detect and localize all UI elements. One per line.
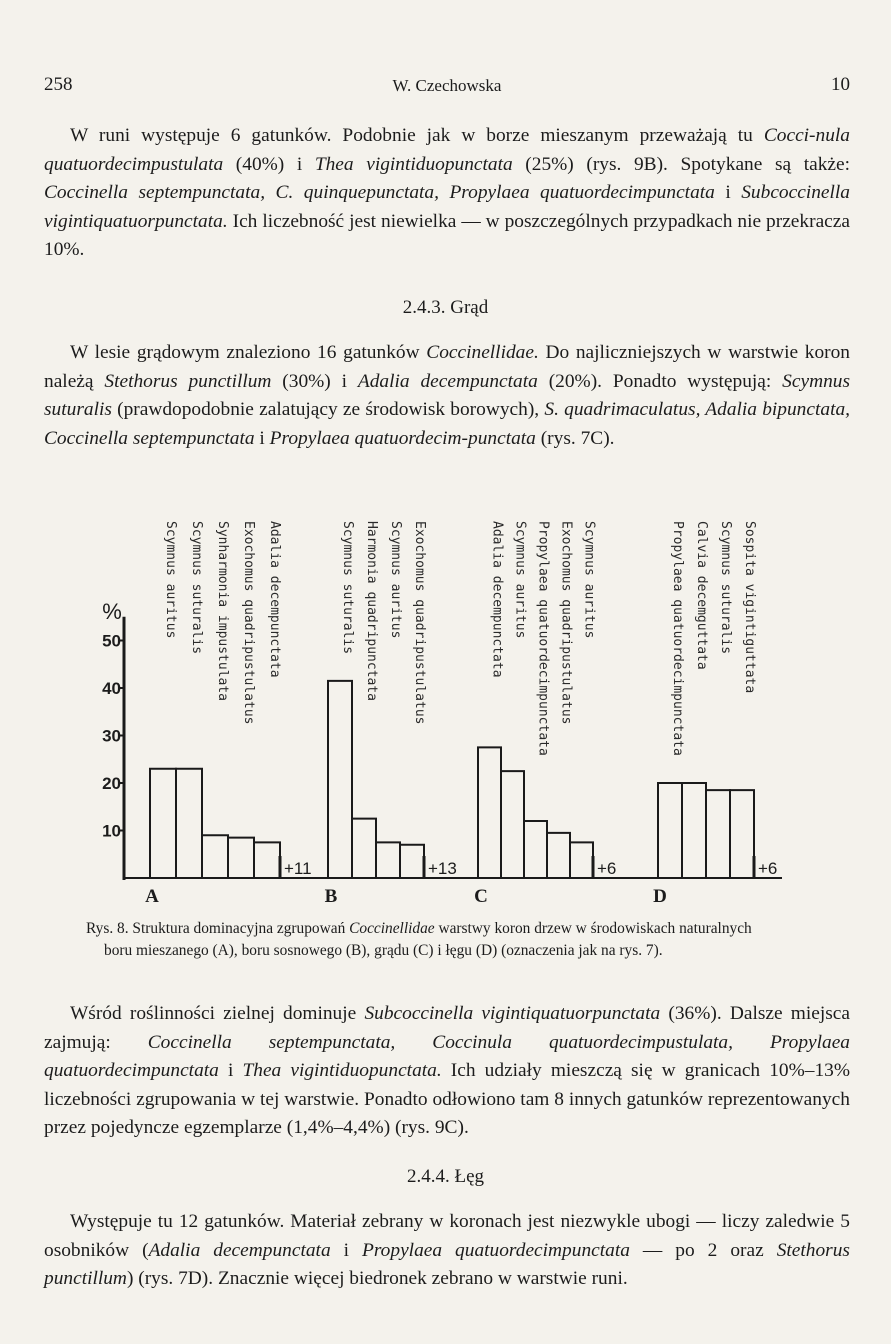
text-run: ) (rys. 7D). Znacznie więcej biedronek zebrano w warstwie runi. [126, 1268, 628, 1290]
italic-term: Subcoccinella vigintiquatuorpunctata [364, 1003, 661, 1024]
bar [706, 790, 730, 878]
group-label: A [145, 886, 159, 905]
italic-term: Cocci-nula quatuordecimpustulata [44, 125, 850, 175]
bar [352, 819, 376, 878]
dominance-bar-chart [0, 505, 891, 905]
text-run: Ich udziały mieszczą się w granicach 10%–13% liczebności zgrupowania w tej warstwie. Ponadto odłowiono tam 8 innych gatunków reprezentowanych przez pojedyncze egzemplarze (1,4%–4,4%) (rys. 9C). [44, 1060, 851, 1139]
text-run: warstwy koron drzew w środowiskach naturalnych [434, 920, 752, 937]
bar [376, 842, 400, 878]
text-run: Rys. 8. Struktura dominacyjna zgrupowań [86, 920, 350, 937]
y-tick-label: 20 [102, 774, 121, 793]
extra-species-count: +11 [284, 859, 312, 878]
text-run: — po 2 oraz [629, 1239, 777, 1261]
text-run: W runi występuje 6 gatunków. Podobnie jak w borze mieszanym przeważają tu [70, 125, 764, 146]
species-label: Scymnus suturalis [340, 521, 355, 655]
group-label: C [474, 886, 488, 905]
italic-term: Thea vigintiduopunctata [314, 153, 513, 175]
bar [547, 833, 570, 878]
species-label: Scymnus suturalis [189, 521, 204, 655]
text-run: (20%). Ponadto występują: [537, 370, 783, 392]
text-run: i [218, 1060, 243, 1082]
species-label: Propylaea quatuordecimpunctata [670, 521, 685, 756]
bar [730, 790, 754, 878]
species-label: Scymnus auritus [581, 521, 597, 639]
text-run: (40%) i [223, 153, 315, 175]
bar [150, 769, 176, 878]
bar [400, 845, 424, 878]
species-label: Scymnus auritus [512, 521, 528, 639]
species-label: Synharmonia impustulata [215, 521, 230, 702]
y-tick-label: 30 [102, 726, 121, 746]
paragraph-grad [44, 339, 850, 453]
y-axis-unit: % [102, 599, 122, 625]
species-label: Adalia decempunctata [267, 521, 282, 678]
bar [524, 821, 547, 878]
running-header [44, 74, 850, 104]
italic-term: Coccinellidae [349, 920, 435, 937]
group-label: B [324, 886, 338, 905]
figure-caption [86, 918, 852, 962]
italic-term: S. quadrimaculatus, Adalia bipunctata, Coccinella septempunctata [44, 399, 850, 449]
italic-term: Propylaea quatuordecim-punctata [269, 427, 536, 449]
text-run: i [714, 182, 742, 204]
italic-term: Coccinellidae. [426, 342, 539, 363]
section-heading-leg: 2.4.4. Łęg [406, 1166, 485, 1187]
y-tick-label: 40 [102, 679, 121, 698]
text-run: Do najliczniejszych w warstwie koron należą [44, 342, 850, 392]
extra-species-count: +6 [597, 859, 617, 878]
italic-term: Propylaea quatuordecimpunctata [362, 1239, 630, 1261]
text-run: (rys. 7C). [535, 427, 615, 449]
text-run: W lesie grądowym znaleziono 16 gatunków [70, 342, 427, 363]
text-run: Wśród roślinności zielnej dominuje [70, 1003, 365, 1024]
extra-species-count: +13 [428, 859, 457, 878]
species-label: Adalia decempunctata [489, 521, 505, 678]
text-run: (30%) i [271, 370, 358, 392]
bar [658, 783, 682, 878]
text-run: i [254, 427, 270, 449]
species-label: Scymnus auritus [388, 521, 403, 639]
y-tick-label: 10 [102, 821, 121, 841]
species-label: Calvia decemguttata [694, 521, 709, 670]
species-label: Exochomus quadripustulatus [558, 521, 574, 725]
italic-term: Stethorus punctillum [44, 1239, 850, 1290]
italic-term: Subcoccinella vigintiquatuorpunctata. [44, 182, 850, 232]
species-label: Exochomus quadripustulatus [412, 521, 427, 725]
section-heading-grad: 2.4.3. Grąd [402, 297, 489, 318]
text-run: (36%). Dalsze miejsca zajmują: [44, 1003, 851, 1053]
text-run: Występuje tu 12 gatunków. Materiał zebrany w koronach jest niezwykle ubogi — liczy zaledwie 5 osobników ( [44, 1211, 850, 1261]
bar [478, 747, 501, 878]
text-run: (prawdopodobnie zalatujący ze środowisk borowych), [111, 399, 545, 421]
bar [176, 769, 202, 878]
italic-term: Coccinella septempunctata, C. quinquepunctata, Propylaea quatuordecimpunctata [44, 182, 715, 204]
italic-term: Stethorus punctillum [104, 370, 272, 392]
species-label: Scymnus auritus [163, 521, 178, 639]
bar [570, 842, 593, 878]
page-number: 258 [44, 74, 73, 95]
bar [202, 835, 228, 878]
species-label: Propylaea quatuordecimpunctata [535, 521, 551, 756]
bar [682, 783, 706, 878]
species-label: Exochomus quadripustulatus [241, 521, 256, 725]
italic-term: Thea vigintiduopunctata. [242, 1060, 442, 1082]
text-run: i [330, 1239, 363, 1261]
bar [254, 842, 280, 878]
group-label: D [653, 886, 667, 905]
bar [328, 681, 352, 878]
italic-term: Coccinella septempunctata, Coccinula quatuordecimpustulata, Propylaea quatuordecimpunctata [44, 1031, 851, 1082]
figure-caption-line2: boru mieszanego (A), boru sosnowego (B), grądu (C) i łęgu (D) (oznaczenia jak na rys. 7). [104, 942, 663, 959]
bar [501, 771, 524, 878]
italic-term: Adalia decempunctata [357, 370, 538, 392]
y-tick-label: 50 [102, 631, 121, 651]
italic-term: Scymnus suturalis [44, 370, 851, 421]
species-label: Harmonia quadripunctata [364, 521, 379, 702]
paragraph-herb-layer [44, 1000, 850, 1143]
running-author: W. Czechowska [392, 76, 502, 95]
italic-term: Adalia decempunctata [148, 1239, 331, 1261]
species-label: Sospita vigintiguttata [742, 521, 757, 694]
paragraph-runi [44, 122, 850, 265]
section-number: 10 [831, 74, 850, 95]
extra-species-count: +6 [758, 859, 778, 878]
bar [228, 838, 254, 878]
paragraph-leg [44, 1208, 850, 1294]
species-label: Scymnus suturalis [718, 521, 733, 655]
text-run: Ich liczebność jest niewielka — w poszczególnych przypadkach nie przekracza 10%. [44, 210, 850, 261]
text-run: (25%) (rys. 9B). Spotykane są także: [512, 153, 850, 175]
